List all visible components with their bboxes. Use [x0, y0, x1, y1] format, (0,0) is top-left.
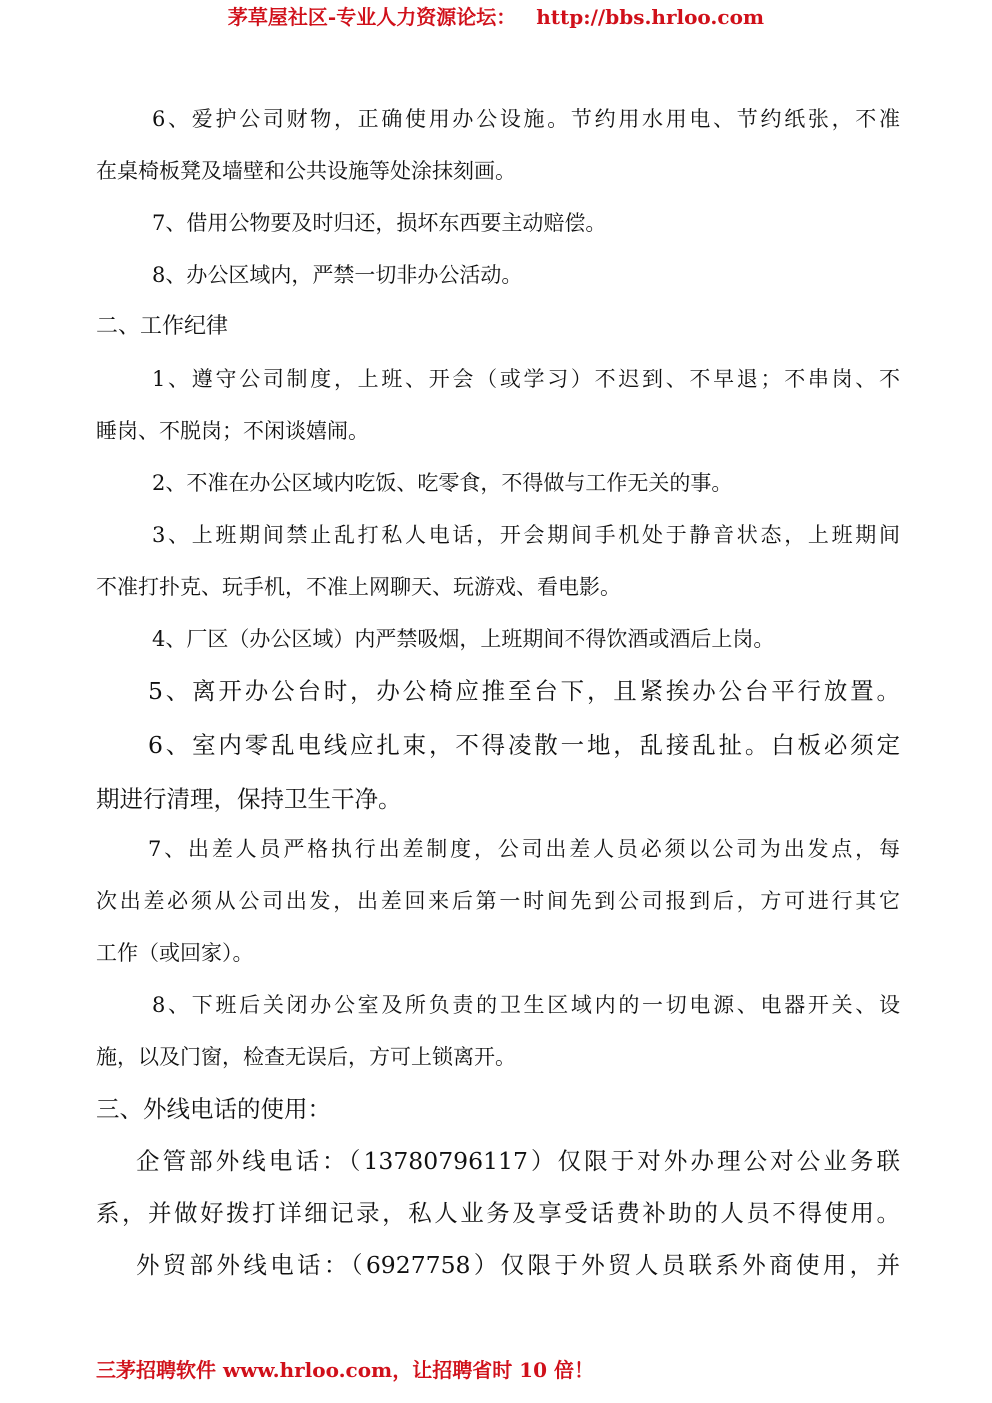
paragraph-line: 7、出差人员严格执行出差制度，公司出差人员必须以公司为出发点，每: [148, 837, 900, 861]
paragraph-line: 7、借用公物要及时归还，损坏东西要主动赔偿。: [152, 211, 607, 235]
paragraph-line: 次出差必须从公司出发，出差回来后第一时间先到公司报到后，方可进行其它: [96, 889, 900, 913]
header-url-link[interactable]: http://bbs.hrloo.com: [536, 5, 765, 29]
paragraph-line: 企管部外线电话：（13780796117）仅限于对外办理公对公业务联: [136, 1147, 900, 1175]
paragraph-line: 2、不准在办公区域内吃饭、吃零食，不得做与工作无关的事。: [152, 471, 733, 495]
section-heading: 三、外线电话的使用：: [96, 1095, 331, 1123]
paragraph-line: 6、室内零乱电线应扎束，不得凌散一地，乱接乱扯。白板必须定: [148, 731, 900, 759]
paragraph-line: 工作（或回家）。: [96, 941, 254, 965]
paragraph-line: 外贸部外线电话：（6927758）仅限于外贸人员联系外商使用，并: [136, 1251, 900, 1279]
header-title: 茅草屋社区-专业人力资源论坛：: [227, 5, 517, 29]
paragraph-line: 5、离开办公台时，办公椅应推至台下，且紧挨办公台平行放置。: [148, 677, 900, 705]
paragraph-line: 6、爱护公司财物，正确使用办公设施。节约用水用电、节约纸张，不准: [152, 107, 900, 131]
paragraph-line: 睡岗、不脱岗；不闲谈嬉闹。: [96, 419, 369, 443]
paragraph-line: 8、办公区域内，严禁一切非办公活动。: [152, 263, 523, 287]
paragraph-line: 3、上班期间禁止乱打私人电话，开会期间手机处于静音状态，上班期间: [152, 523, 900, 547]
paragraph-line: 在桌椅板凳及墙壁和公共设施等处涂抹刻画。: [96, 159, 516, 183]
paragraph-line: 施，以及门窗，检查无误后，方可上锁离开。: [96, 1045, 516, 1069]
page-header: [0, 4, 992, 30]
paragraph-line: 4、厂区（办公区域）内严禁吸烟，上班期间不得饮酒或酒后上岗。: [152, 627, 775, 651]
page-footer: 三茅招聘软件 www.hrloo.com，让招聘省时 10 倍！: [96, 1358, 594, 1382]
paragraph-line: 不准打扑克、玩手机，不准上网聊天、玩游戏、看电影。: [96, 575, 621, 599]
paragraph-line: 期进行清理，保持卫生干净。: [96, 785, 402, 813]
paragraph-line: 系，并做好拨打详细记录，私人业务及享受话费补助的人员不得使用。: [96, 1199, 900, 1227]
paragraph-line: 1、遵守公司制度，上班、开会（或学习）不迟到、不早退；不串岗、不: [152, 367, 900, 391]
section-heading: 二、工作纪律: [96, 314, 229, 339]
paragraph-line: 8、下班后关闭办公室及所负责的卫生区域内的一切电源、电器开关、设: [152, 993, 900, 1017]
